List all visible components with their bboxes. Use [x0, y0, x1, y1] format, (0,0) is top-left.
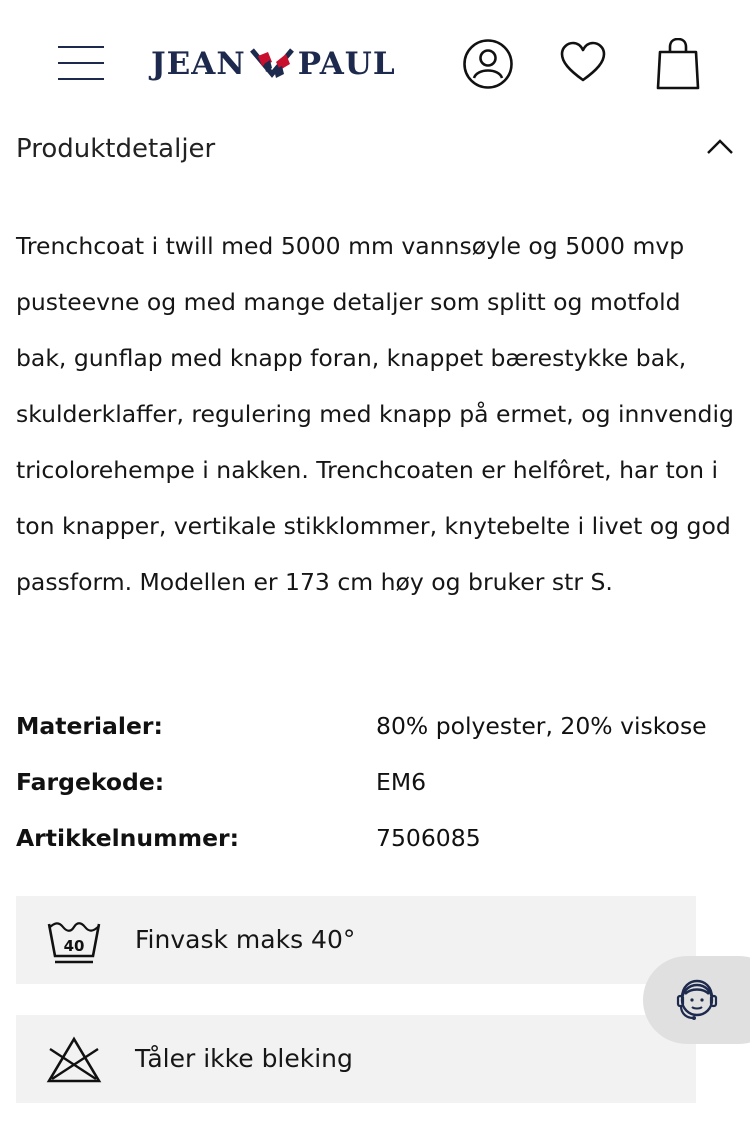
spec-value: EM6	[376, 768, 427, 796]
logo-text-left: JEAN	[151, 46, 246, 82]
section-title: Produktdetaljer	[16, 134, 216, 164]
shopping-bag-icon[interactable]	[655, 38, 701, 90]
chevron-up-icon[interactable]	[706, 138, 734, 156]
spec-label: Materialer:	[16, 712, 163, 740]
spec-row-article-number	[16, 810, 736, 866]
heart-icon[interactable]	[559, 38, 607, 88]
site-header	[0, 0, 750, 120]
spec-value: 80% polyester, 20% viskose	[376, 712, 707, 740]
spec-label: Artikkelnummer:	[16, 824, 240, 852]
logo-flags-icon	[248, 44, 296, 84]
care-text: Finvask maks 40°	[135, 925, 356, 954]
hamburger-menu-icon[interactable]	[58, 44, 104, 82]
product-description: Trenchcoat i twill med 5000 mm vannsøyle og 5000 mvp pusteevne og med mange detaljer som splitt og motfold bak, gunflap med knapp foran, knappet bærestykke bak, skulderklaffer, regulering med knapp på ermet, og innvendig tricolorehempe i nakken. Trenchcoaten er helfôret, har ton i ton knapper, vertikale stikklommer, knytebelte i livet og god passform. Modellen er 173 cm høy og bruker str S.	[16, 232, 734, 596]
brand-logo[interactable]	[151, 40, 396, 88]
logo-text-right: PAUL	[297, 46, 396, 82]
customer-support-chat-button[interactable]	[643, 956, 750, 1044]
user-icon[interactable]	[462, 38, 514, 90]
spec-label: Fargekode:	[16, 768, 165, 796]
support-agent-icon	[673, 976, 721, 1026]
svg-text:40: 40	[63, 937, 85, 955]
spec-value: 7506085	[376, 824, 481, 852]
product-details-toggle[interactable]	[0, 120, 750, 182]
spec-list	[16, 698, 736, 866]
care-text: Tåler ikke bleking	[135, 1044, 353, 1073]
care-item-bleach	[16, 1015, 696, 1103]
no-bleach-icon	[46, 1035, 102, 1085]
wash-40-icon	[46, 920, 102, 966]
care-item-wash	[16, 896, 696, 984]
spec-row-color-code	[16, 754, 736, 810]
spec-row-materials	[16, 698, 736, 754]
